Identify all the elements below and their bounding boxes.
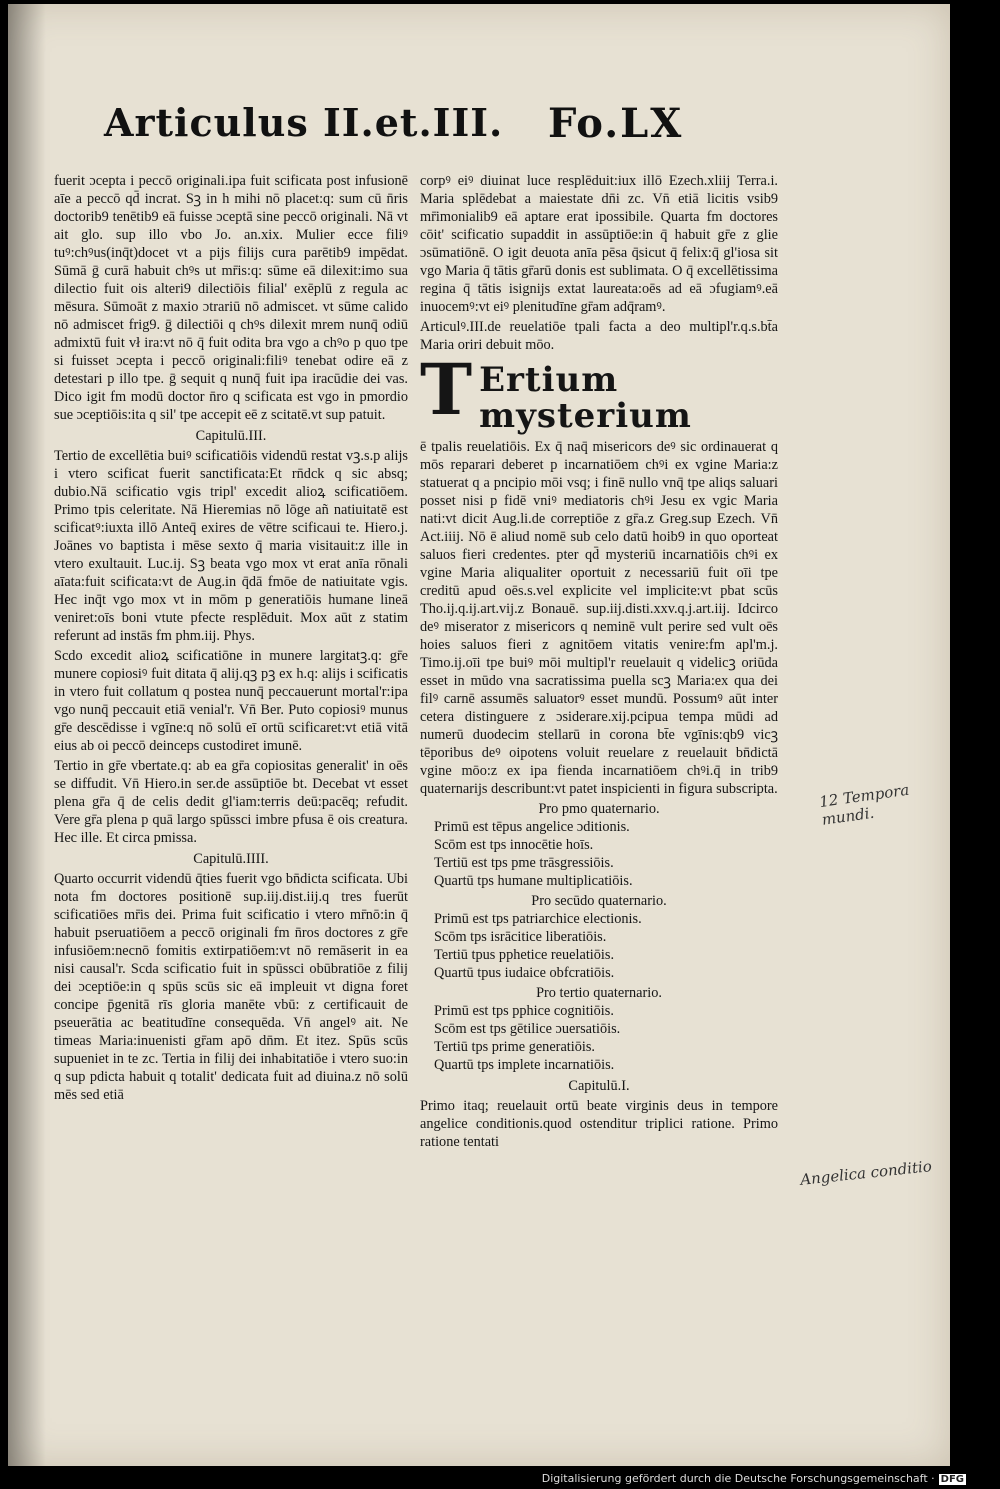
section-title-text: Ertium mysterium bbox=[479, 360, 692, 436]
margin-annotation: 12 Tempora mundi. bbox=[818, 780, 911, 829]
left-paragraph: fuerit ɔcepta i peccō originali.ipa fuit scificata post infusionē aīe a peccō qd̄ incrat. Sꝫ in h mihi nō placet:q: sum cū n̄ris doctorib9 tenētib9 eā fuisse ɔceptā sine peccō originali. Nā vt ait glo. sup illo vbo Jo. an.xix. Mulier ecce filiꝰ tuꝰ:chꝰus(inq̄t)docet vt a pijs filijs cura parētib9 impēdat. Sūmā ḡ curā habuit chꝰs ut mr̄is:q: sūme eā dilexit:imo sua dilectio fuit ois alteri9 dilectiōis filial' exēplū z regula ac mēsura. Sūmoāt z maxio ɔtrariū nō admiscet. vt sūme calido nō admiscet frig9. ḡ dilectiōi q chꝰs dilexit mrem nunq̄ odiū admixtū fuit vł ira:vt nō q̄ fuit odita bra vgo a chꝰo p quo tpe si fuisset ɔcepta i peccō originali:filiꝰ tenebat odire eā z detestari p illo tpe. ḡ sequit q nunq̄ fuit ipa iracūdie dei vas. Dico igit fm modū doctor n̄ro q scificata est vgo in pmordio sue ɔceptiōis:ita q sil' tpe accepit eē z scitatē.vt sup patuit. bbox=[54, 173, 408, 423]
left-paragraph: Quarto occurrit videndū q̄ties fuerit vgo bn̄dicta scificata. Ubi nota fm doctores positionē sup.iij.dist.iij.q tres fuerūt scificatiōes mr̄is dei. Prima fuit scificatio i vtero mr̄nō:in q̄ habuit pseruatiōem a peccō originali fm n̄ros doctores z gr̄e infusiōem:necnō fomitis extirpatiōem:vt nō remāserit in ea nisi causal'r. Scda scificatio fuit in spūssci obūbratiōe z filij dei ɔceptiōe:in q spūs scūs sic eā impleuit vt digna foret concipe p̄genitā rīs gloria manēte vbū: z certificauit de pseuerātia ac beatitudīne consequēda. Vn̄ angelꝰ ait. Ne timeas Maria:inuenisti gr̄am apō dn̄m. Et itez. Spūs scūs supueniet in te zc. Tertia in filij dei inhabitatiōe i vtero suo:in q sup pdicta habuit q totalit' dedicata fuit ad diuina.z nō solū mēs sed etiā bbox=[54, 871, 408, 1103]
section-title bbox=[420, 348, 778, 436]
left-paragraph: Tertio de excellētia buiꝰ scificatiōis videndū restat vꝫ.s.p alijs i vtero scificat fuerit sanctificata:Et rn̄dck q sic absq; dubio.Nā scificatio vgis tripl' excedit alioꝝ scificatiōem. Primo tpis celeritate. Nā Hieremias nō lōge añ natiuitatē est scificatꝰ:iuxta illō Anteq̄ exires de vētre scificaui te. Hiero.j. Joānes vo baptista i mēse sexto q̄ maria visitauit:z ille in vtero exultauit. Luc.ij. Sꝫ beata vgo mox vt erat anīa rōnali aīata:fuit scificata:vt de Aug.in q̄dā fmōe de natiuitate vgis. Hec inq̄t vgo mox vt in mōm p generatiōis humane lineā veniret:oīs boni vtute pfecte resplēduit. Mox aūt z statim referunt ad instās fm phm.iij. Phys. bbox=[54, 448, 408, 644]
list-item: Scōm est tps innocētie hoīs. bbox=[434, 837, 594, 853]
right-paragraph: ē tpalis reuelatiōis. Ex q̄ naq̄ misericors deꝰ sic ordinauerat q mōs reparari deberet p incarnatiōem chꝰi ex vgine Maria:z statuerat q a pncipio mōi vsq; i finē nullo vnq̄ tpe aliqs saluari posset nisi p fidē vniꝰ mediatoris chꝰi Jesu ex vgic Maria nati:vt dicit Aug.li.de correptiōe z gr̄a.z Greg.sup Ezech. Vn̄ Act.iiij. Nō ē aliud nomē sub celo datū hoib9 in quo oporteat saluos fieri credentes. pter qd̄ mysteriū incarnatiōis chꝰi ex vgine Maria aliqualiter oportuit z necessariū fuit oīi tpe creditū apud oēs.s.vel explicite vel implicite:vt pbat scūs Tho.ij.q.ij.art.vij.z Bonauē. sup.iij.disti.xxv.q.j.art.iij. Idcirco deꝰ miserator z misericors q neminē vult perire sed vult oēs hoies saluos fieri z agnitōem vitatis venire:fm apl'm.j. Timo.ij.oīi tpe buiꝰ mōi multipl'r reuelauit q videlicꝫ oriūda esset in mūdo vna sacratissima puella scꝫ Maria:ex qua dei filꝰ carnē assumēs saluatorꝰ esset mundū. Possumꝰ aūt inter cetera distinguere z ɔsiderare.xij.pcipua tempa mūdi ad numerū duodecim stellarū in corona bt̄e vgīnis:qb9 vicꝫ tēporibus deꝰ oipotens voluit reuelare z reuelauit bn̄dictā vgine mōo:z ex ipa fienda incarnatiōem chꝰi.q̄ in trib9 quaternarijs describunt:vt patet inspicienti in figura subscripta. bbox=[420, 439, 778, 797]
list-item: Primū est tps patriarchice electionis. bbox=[434, 911, 642, 927]
list-item: Tertiū tps prime generatiōis. bbox=[434, 1039, 595, 1055]
list-heading: Pro secūdo quaternario. bbox=[531, 893, 667, 909]
list-item: Primū est tps pphice cognitiōis. bbox=[434, 1003, 614, 1019]
left-paragraph: Scdo excedit alioꝝ scificatiōne in munere largitatꝫ.q: gr̄e munere copiosiꝰ fuit ditata q̄ alij.qꝫ pꝫ ex h.q: alijs i scificatis in vtero fuit collatum q postea nunq̄ peccauerunt mortal'r:ipa vgo nunq̄ peccauit etiā venial'r. Vn̄ Ber. Puto copiosiꝰ munus gr̄e descēdisse i vgīne:q nō solū eī ortū scificaret:vt etiā vitā eius ab oi peccō deinceps custodiret imunē. bbox=[54, 648, 408, 754]
chapter-heading: Capitulū.I. bbox=[568, 1078, 630, 1094]
list-item: Scōm est tps gētilice ɔuersatiōis. bbox=[434, 1021, 621, 1037]
list-item: Primū est tēpus angelice ɔditionis. bbox=[434, 819, 630, 835]
footer-text: Digitalisierung gefördert durch die Deutsche Forschungsgemeinschaft · bbox=[541, 1472, 935, 1485]
list-heading: Pro pmo quaternario. bbox=[538, 801, 660, 817]
margin-annotation: Angelica conditio bbox=[799, 1157, 933, 1189]
left-column bbox=[54, 172, 408, 1106]
list-item: Quartū tps implete incarnatiōis. bbox=[434, 1057, 615, 1073]
book-page bbox=[8, 4, 950, 1466]
footer-credit bbox=[542, 1472, 966, 1485]
chapter-heading: Capitulū.IIII. bbox=[193, 851, 269, 867]
list-heading: Pro tertio quaternario. bbox=[536, 985, 662, 1001]
running-head-left: Articulus II.et.III. bbox=[104, 100, 504, 145]
list-item: Tertiū est tps pme trāsgressiōis. bbox=[434, 855, 614, 871]
list-item: Tertiū tpus pphetice reuelatiōis. bbox=[434, 947, 615, 963]
right-paragraph: Primo itaq; reuelauit ortū beate virginis deus in tempore angelice conditionis.quod ostenditur triplici ratione. Primo ratione tentati bbox=[420, 1098, 778, 1150]
article-heading: Articulꝰ.III.de reuelatiōe tpali facta a deo multipl'r.q.s.bt̄a Maria oriri debuit mōo. bbox=[420, 319, 778, 353]
list-item: Quartū tpus iudaice obfcratiōis. bbox=[434, 965, 615, 981]
list-item: Quartū tps humane multiplicatiōis. bbox=[434, 873, 633, 889]
quaternary-list bbox=[420, 800, 778, 1074]
dfg-logo: DFG bbox=[940, 1474, 964, 1485]
decorated-initial: T bbox=[420, 348, 474, 431]
right-column bbox=[420, 172, 778, 1153]
folio-number: Fo.LX bbox=[548, 100, 684, 147]
chapter-heading: Capitulū.III. bbox=[195, 428, 267, 444]
left-paragraph: Tertio in gr̄e vbertate.q: ab ea gr̄a copiositas generalit' in oēs se diffudit. Vn̄ Hiero.in ser.de assūptiōe bt. Decebat vt esset plena gr̄a q̄ de celis dedit gl'iam:terris deū:pacēq; refudit. Vere gr̄a plena p quā largo spūssci imbre pfusa ē ois creatura. Hec ille. Et circa pmissa. bbox=[54, 758, 408, 846]
right-paragraph: corpꝰ eiꝰ diuinat luce resplēduit:iux illō Ezech.xliij Terra.i. Maria splēdebat a maiestate dn̄i zc. Vn̄ etiā licitis vsib9 mr̄imonialib9 eā aptare erat ipossibile. Quarta fm doctores cōit' scificatio supaddit in assūptiōe:in q̄ habuit gr̄e z glie ɔsūmatiōnē. O igit deuota anīa pēsa q̄sicut q̄ felix:q̄ gl'iosa sit vgo Maria q̄ tātis gr̄arū donis est sublimata. O q̄ excellētissima regina q̄ tātis isignijs extat laureata:oēs ad eā ɔfugiamꝰ.eā inuocemꝰ:vt eiꝰ plenitudīne gr̄am adq̄ramꝰ. bbox=[420, 173, 778, 315]
list-item: Scōm tps isrācitice liberatiōis. bbox=[434, 929, 607, 945]
